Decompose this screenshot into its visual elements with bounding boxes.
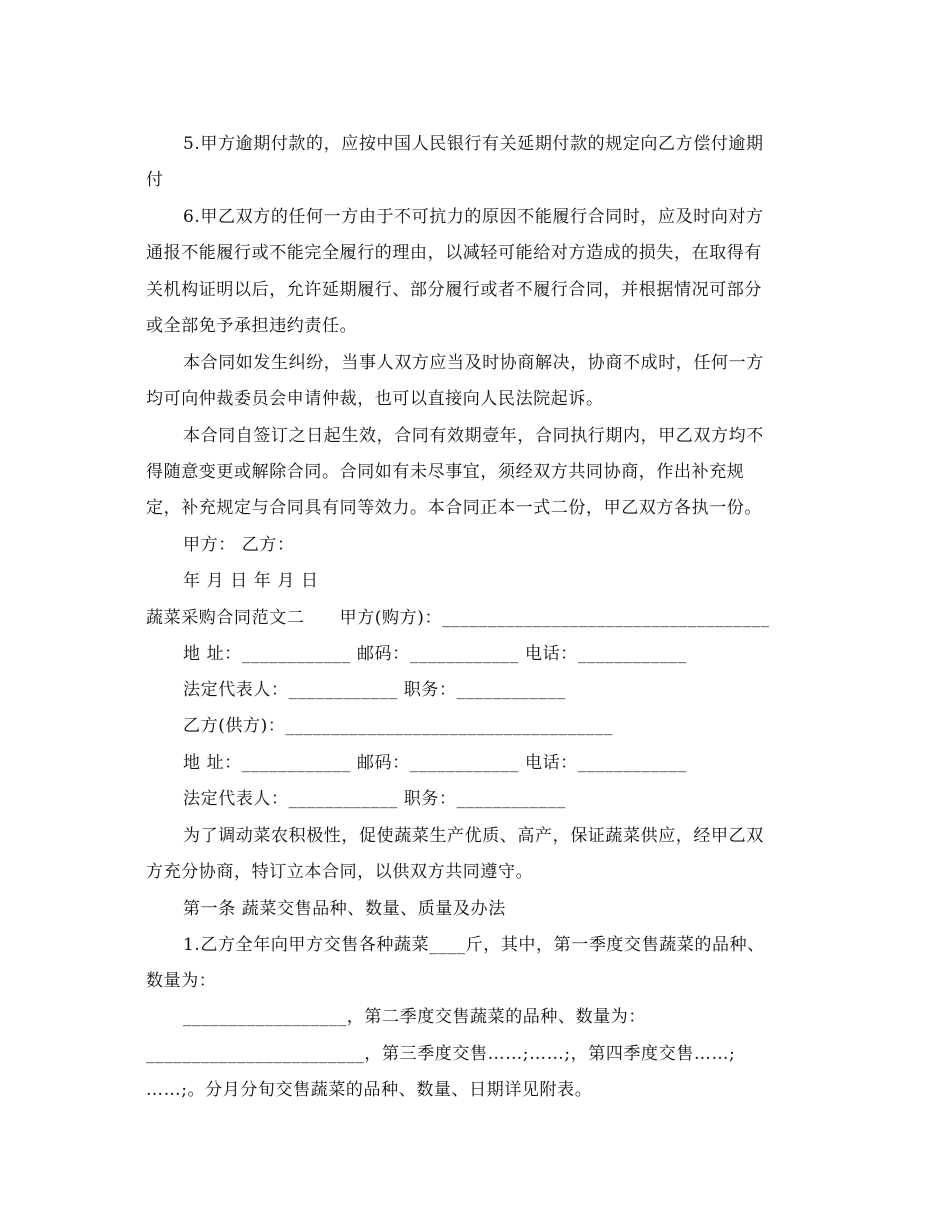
text-line: 得随意变更或解除合同。合同如有未尽事宜，须经双方共同协商，作出补充规	[146, 462, 745, 482]
text-line: 本合同自签订之日起生效，合同有效期壹年，合同执行期内，甲乙双方均不	[183, 426, 764, 446]
text-line: 法定代表人：____________ 职务：____________	[183, 680, 566, 700]
text-line: ……;。分月分旬交售蔬菜的品种、数量、日期详见附表。	[146, 1080, 593, 1100]
text-line: 关机构证明以后，允许延期履行、部分履行或者不履行合同，并根据情况可部分	[146, 280, 762, 300]
text-line: ________________________，第三季度交售……;……;，第四季度交售……;	[146, 1044, 736, 1064]
text-line: 为了调动菜农积极性，促使蔬菜生产优质、高产，保证蔬菜供应，经甲乙双	[183, 826, 764, 846]
text-line: 付	[146, 170, 164, 190]
text-line: 方充分协商，特订立本合同，以供双方共同遵守。	[146, 862, 534, 882]
text-line: 第一条 蔬菜交售品种、数量、质量及办法	[183, 899, 506, 919]
text-line: 数量为：	[146, 971, 217, 991]
text-line: 通报不能履行或不能完全履行的理由，以减轻可能给对方造成的损失，在取得有	[146, 243, 762, 263]
text-line: 5.甲方逾期付款的，应按中国人民银行有关延期付款的规定向乙方偿付逾期	[183, 134, 764, 154]
text-line: __________________，第二季度交售蔬菜的品种、数量为：	[183, 1007, 646, 1027]
text-line: 乙方(供方)：____________________________________	[183, 716, 614, 736]
text-line: 法定代表人：____________ 职务：____________	[183, 789, 566, 809]
text-line: 年 月 日 年 月 日	[183, 571, 319, 591]
text-line: 1.乙方全年向甲方交售各种蔬菜____斤，其中，第一季度交售蔬菜的品种、	[183, 935, 765, 955]
text-line: 地 址：____________ 邮码：____________ 电话：____________	[183, 644, 688, 664]
text-line: 蔬菜采购合同范文二 甲方(购方)：____________________________________	[146, 608, 770, 628]
text-line: 甲方： 乙方：	[183, 535, 295, 555]
text-line: 6.甲乙双方的任何一方由于不可抗力的原因不能履行合同时，应及时向对方	[183, 207, 764, 227]
text-line: 定，补充规定与合同具有同等效力。本合同正本一式二份，甲乙双方各执一份。	[146, 498, 762, 518]
text-line: 均可向仲裁委员会申请仲裁，也可以直接向人民法院起诉。	[146, 389, 604, 409]
text-line: 地 址：____________ 邮码：____________ 电话：____________	[183, 753, 688, 773]
text-line: 本合同如发生纠纷，当事人双方应当及时协商解决，协商不成时，任何一方	[183, 353, 764, 373]
text-line: 或全部免予承担违约责任。	[146, 316, 358, 336]
